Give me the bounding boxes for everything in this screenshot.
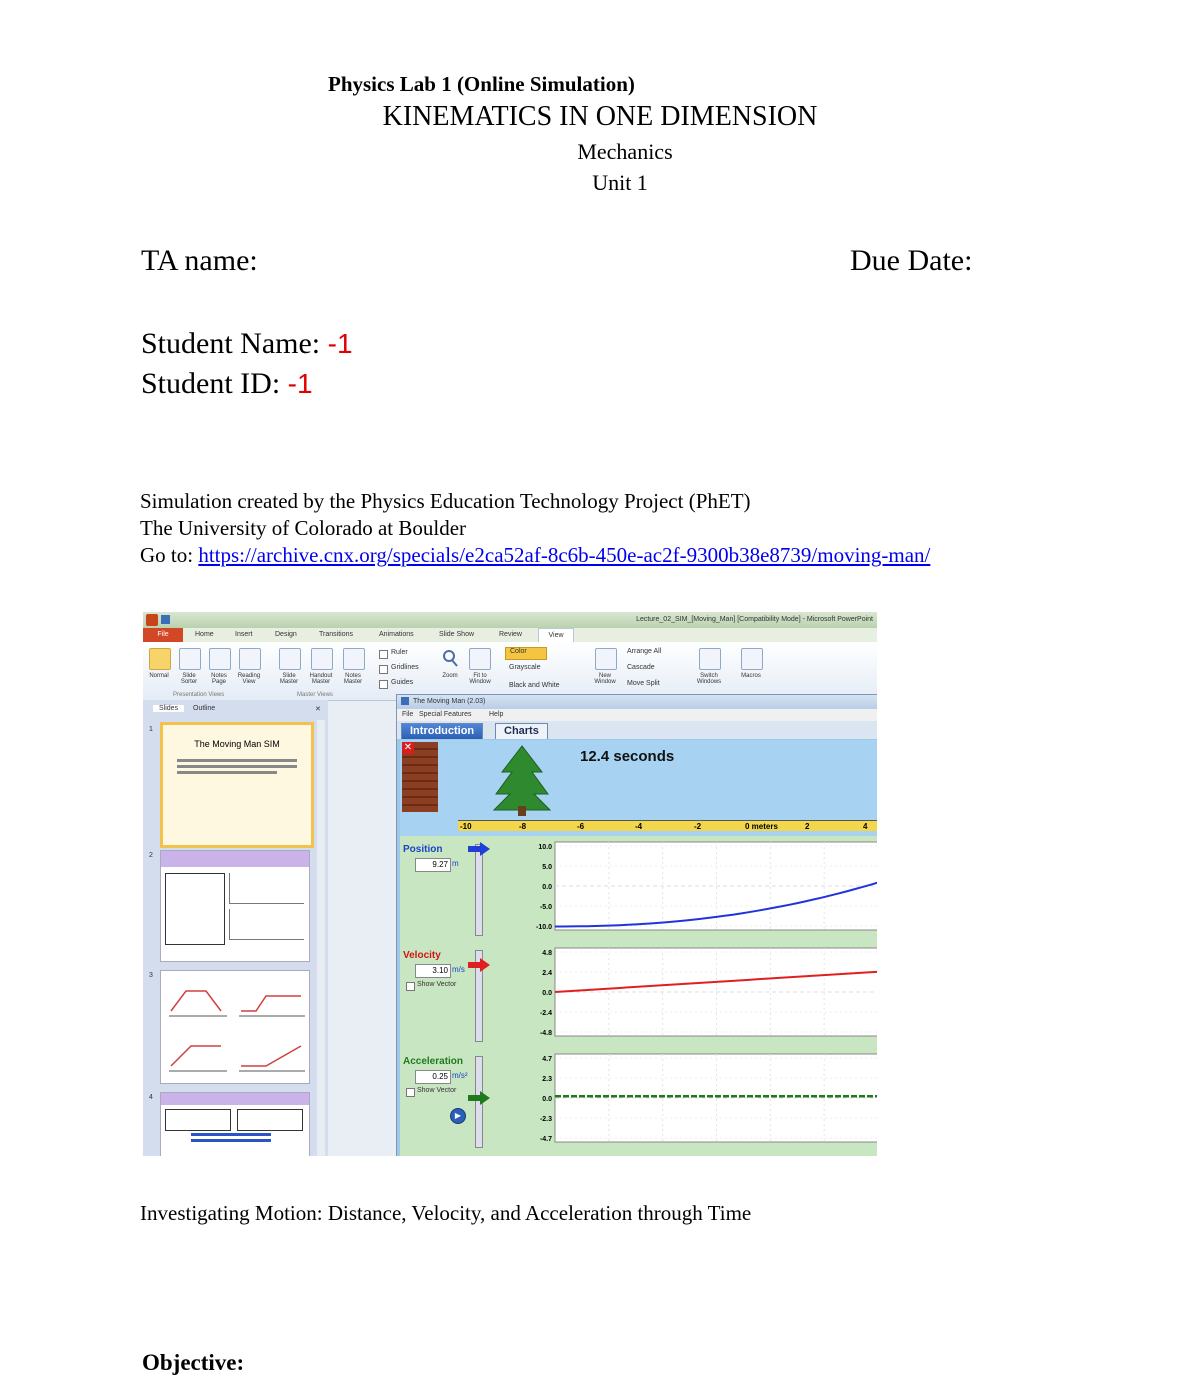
sim-menu-special[interactable]: Special Features [419,711,472,718]
intro-line-1: Simulation created by the Physics Education Technology Project (PhET) [140,489,751,513]
acceleration-tick-label: 4.7 [542,1056,552,1063]
ribbon-tab-review[interactable]: Review [499,631,522,638]
tab-introduction[interactable]: Introduction [401,723,483,739]
slide-sorter-icon[interactable] [179,648,201,670]
arrange-all-option[interactable]: Arrange All [627,648,662,655]
pane-close-icon[interactable]: ✕ [315,706,321,713]
acceleration-value[interactable]: 0.25 [415,1070,451,1084]
guides-checkbox[interactable] [379,680,388,689]
reading-view-label: Reading View [237,673,261,685]
sim-app-icon [401,697,409,705]
position-slider[interactable] [475,844,483,936]
new-window-icon[interactable] [595,648,617,670]
ribbon-tabs [143,628,877,642]
sim-menu-file[interactable]: File [402,711,414,718]
sim-time: 12.4 seconds [580,748,675,765]
acceleration-show-vector-label: Show Vector [417,1087,457,1094]
due-date-label: Due Date: [850,244,973,277]
notes-page-label: Notes Page [211,673,227,685]
velocity-tick-label: -4.8 [539,1030,552,1037]
velocity-tick-label: 4.8 [542,950,552,957]
normal-view-icon[interactable] [149,648,171,670]
acceleration-label: Acceleration [403,1056,464,1067]
notes-master-icon[interactable] [343,648,365,670]
notes-master-label: Notes Master [343,673,363,685]
macros-icon[interactable] [741,648,763,670]
slide-number-3: 3 [149,972,153,979]
slide-number-2: 2 [149,852,153,859]
velocity-show-vector-label: Show Vector [417,981,457,988]
position-tick-label: -10.0 [536,924,552,931]
new-window-label: New Window [594,673,616,685]
switch-windows-label: Switch Windows [696,673,722,685]
pane-tab-outline[interactable]: Outline [193,705,216,712]
tree-icon [492,744,552,816]
simulation-link[interactable]: https://archive.cnx.org/specials/e2ca52af-8c6b-450e-ac2f-9300b38e8739/moving-man/ [198,543,931,567]
ruler-tick: -10 [460,822,472,831]
acceleration-tick-label: -4.7 [539,1136,552,1143]
fit-window-icon[interactable] [469,648,491,670]
position-label: Position [403,844,443,855]
slides-pane [143,700,328,1156]
position-tick-label: -5.0 [539,904,552,911]
cascade-option[interactable]: Cascade [627,664,655,671]
reading-view-icon[interactable] [239,648,261,670]
velocity-tick-label: 2.4 [542,970,552,977]
ribbon-tab-animations[interactable]: Animations [379,631,414,638]
student-name-value: -1 [327,328,353,359]
handout-master-label: Handout Master [309,673,333,685]
sim-menu-help[interactable]: Help [489,711,504,718]
student-id-label: Student ID: [141,367,281,400]
intro-line-2: The University of Colorado at Boulder [140,516,467,540]
student-name-label: Student Name: [141,327,321,360]
ppt-titlebar [143,612,877,628]
velocity-tick-label: -2.4 [539,1010,552,1017]
acceleration-unit: m/s² [452,1071,468,1080]
ribbon-tab-home[interactable]: Home [195,631,214,638]
pane-tab-slides[interactable]: Slides [153,705,184,712]
position-tick-label: 10.0 [538,844,552,851]
slide1-title: The Moving Man SIM [194,739,280,749]
ruler-tick: 4 [863,822,868,831]
powerpoint-logo-icon [146,614,158,626]
ruler-tick: -6 [577,822,585,831]
close-wall-icon[interactable]: ✕ [403,742,413,753]
ruler-label: Ruler [391,649,408,656]
group-presentation-views: Presentation Views [173,692,225,698]
simulation-screenshot [143,612,877,1156]
ruler-tick: 0 meters [745,822,778,831]
student-name-row [141,327,353,361]
velocity-value[interactable]: 3.10 [415,964,451,978]
normal-view-label: Normal [149,673,169,679]
moving-man-window [396,694,877,1156]
slide-master-label: Slide Master [279,673,299,685]
goto-line [140,543,930,568]
ruler-tick: -8 [519,822,527,831]
zoom-label: Zoom [442,673,458,679]
save-icon[interactable] [161,615,170,624]
sim-titlebar [397,695,877,709]
slide-thumb-3[interactable] [160,970,310,1084]
velocity-show-vector-checkbox[interactable] [406,982,415,991]
velocity-arrow-icon[interactable] [468,958,490,972]
ribbon-tab-file[interactable]: File [143,628,183,642]
tab-charts[interactable]: Charts [495,723,548,739]
ta-name-label: TA name: [141,244,258,277]
position-unit: m [452,859,459,868]
velocity-unit: m/s [452,965,465,974]
acceleration-tick-label: -2.3 [539,1116,552,1123]
fit-window-label: Fit to Window [469,673,491,685]
sim-window-title: The Moving Man (2.03) [413,698,486,705]
subject-line: Mechanics [577,139,673,164]
ppt-window-title: Lecture_02_SIM_[Moving_Man] [Compatibility Mode] - Microsoft PowerPoint [636,616,873,623]
acceleration-tick-label: 0.0 [542,1096,552,1103]
objective-heading: Objective: [142,1350,245,1375]
investigation-caption: Investigating Motion: Distance, Velocity, and Acceleration through Time [140,1201,752,1225]
gridlines-label: Gridlines [391,664,419,671]
zoom-icon[interactable] [440,648,460,668]
position-arrow-icon[interactable] [468,842,490,856]
slide-sorter-label: Slide Sorter [180,673,198,685]
motion-graphs [515,836,877,1156]
grayscale-option[interactable]: Grayscale [509,664,541,671]
play-button[interactable]: ▶ [450,1108,466,1124]
main-title: KINEMATICS IN ONE DIMENSION [382,101,818,132]
gridlines-checkbox[interactable] [379,665,388,674]
group-master-views: Master Views [297,692,333,698]
ribbon-tab-design[interactable]: Design [275,631,297,638]
position-tick-label: 5.0 [542,864,552,871]
position-tick-label: 0.0 [542,884,552,891]
acceleration-show-vector-checkbox[interactable] [406,1088,415,1097]
macros-label: Macros [741,673,761,679]
velocity-tick-label: 0.0 [542,990,552,997]
ruler-tick: -2 [694,822,702,831]
goto-label: Go to: [140,543,194,567]
black-white-option[interactable]: Black and White [509,682,560,689]
ruler-tick: -4 [635,822,643,831]
lab-title: Physics Lab 1 (Online Simulation) [328,72,635,96]
ruler-tick: 2 [805,822,810,831]
sim-controls [400,836,515,1156]
move-split-option[interactable]: Move Split [627,680,660,687]
guides-label: Guides [391,679,414,686]
sim-menubar [397,709,877,721]
pane-scrollbar[interactable] [317,720,325,1156]
ribbon-tab-slideshow[interactable]: Slide Show [439,631,475,638]
student-id-row [141,367,313,401]
slide-master-icon[interactable] [279,648,301,670]
slide-number-4: 4 [149,1094,153,1101]
sim-scene [400,740,877,836]
switch-windows-icon[interactable] [699,648,721,670]
sim-tabs [397,721,877,739]
slide-thumb-4[interactable] [160,1092,310,1156]
position-value[interactable]: 9.27 [415,858,451,872]
color-option[interactable]: Color [505,647,547,660]
acceleration-tick-label: 2.3 [542,1076,552,1083]
ruler-checkbox[interactable] [379,650,388,659]
handout-master-icon[interactable] [311,648,333,670]
notes-page-icon[interactable] [209,648,231,670]
slide-thumb-1[interactable] [160,722,314,848]
acceleration-arrow-icon[interactable] [468,1091,490,1105]
slide-thumb-2[interactable] [160,850,310,962]
ribbon [143,642,877,701]
ribbon-tab-insert[interactable]: Insert [235,631,253,638]
velocity-label: Velocity [403,950,441,961]
sim-graphs [515,836,877,1156]
ribbon-tab-view[interactable]: View [538,628,574,643]
unit-line: Unit 1 [592,170,648,195]
student-id-value: -1 [287,368,313,399]
slide-number-1: 1 [149,726,153,733]
ribbon-tab-transitions[interactable]: Transitions [319,631,353,638]
